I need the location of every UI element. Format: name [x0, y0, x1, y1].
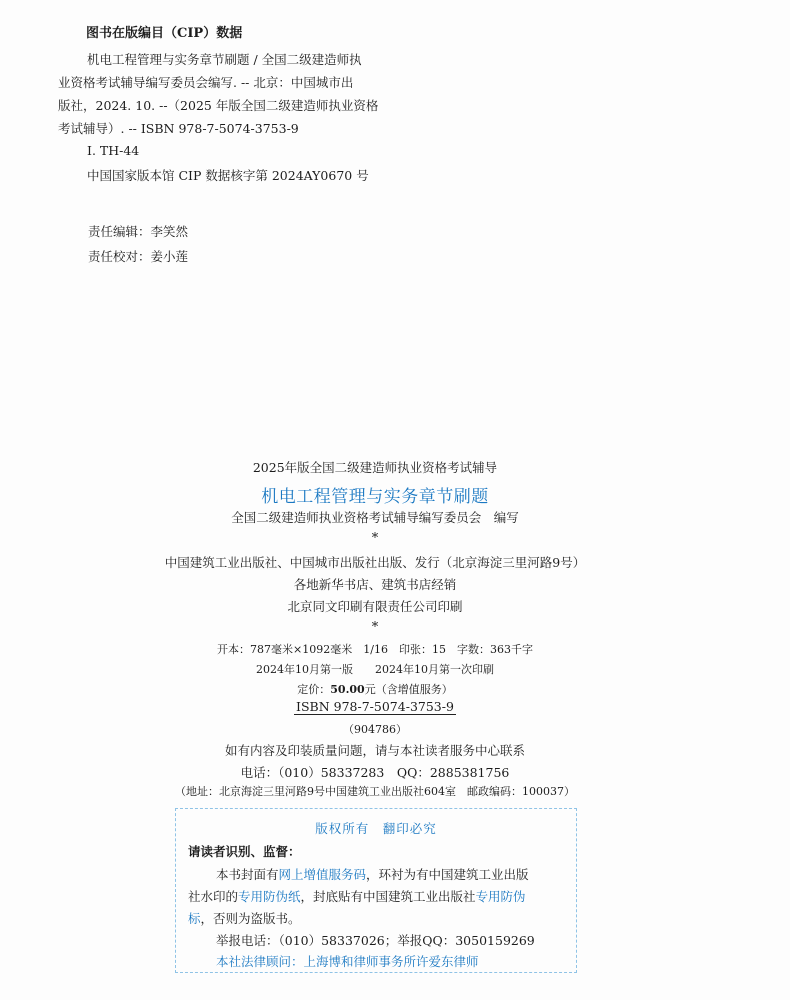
notice-text: ，封底贴有中国建筑工业出版社: [300, 889, 476, 904]
book-title: 机电工程管理与实务章节刷题: [261, 487, 489, 507]
notice-line-1: [216, 865, 529, 883]
format-line: 开本：787毫米×1092毫米 1/16 印张：15 字数：363千字: [217, 643, 533, 656]
cip-line: 业资格考试辅导编写委员会编写. -- 北京：中国城市出: [58, 75, 354, 90]
author-line: 全国二级建造师执业资格考试辅导编写委员会 编写: [231, 510, 519, 525]
separator-star: *: [371, 620, 379, 635]
responsible-proofreader: 责任校对：姜小莲: [88, 249, 189, 264]
notice-heading: 请读者识别、监督：: [188, 844, 301, 859]
anti-piracy-notice: [175, 808, 577, 973]
price-line: [100, 681, 650, 697]
book-code: （904786）: [343, 723, 407, 736]
phone-line: 电话：（010）58337283 QQ：2885381756: [240, 765, 510, 780]
anti-fake-label-highlight: 标: [188, 911, 201, 926]
notice-text: ，环衬为有中国建筑工业出版: [366, 867, 529, 882]
notice-line-2: [188, 887, 526, 905]
notice-text: 社水印的: [188, 889, 239, 904]
responsible-editor: 责任编辑：李笑然: [88, 224, 189, 239]
address-line: （地址：北京海淀三里河路9号中国建筑工业出版社604室 邮政编码：100037）: [175, 785, 575, 798]
price-suffix: 元（含增值服务）: [364, 683, 453, 696]
notice-line-3: [188, 909, 301, 927]
notice-text: ，否则为盗版书。: [200, 911, 301, 926]
anti-fake-paper-highlight: 专用防伪纸: [238, 889, 301, 904]
copyright-title: 版权所有 翻印必究: [315, 821, 437, 836]
contact-line: 如有内容及印装质量问题，请与本社读者服务中心联系: [224, 743, 525, 758]
distributor-line: 各地新华书店、建筑书店经销: [293, 577, 457, 592]
separator-star: *: [371, 531, 379, 546]
cip-line: Ⅰ. TH-44: [87, 143, 140, 158]
edition-line: 2024年10月第一版 2024年10月第一次印刷: [256, 663, 494, 676]
price-label: 定价：: [297, 683, 331, 696]
report-line: 举报电话：（010）58337026；举报QQ：3050159269: [216, 933, 535, 948]
legal-advisor: 本社法律顾问：上海博和律师事务所许爱东律师: [216, 954, 479, 969]
cip-line: 版社，2024. 10. --（2025 年版全国二级建造师执业资格: [58, 98, 379, 113]
price-value: 50.00: [330, 683, 365, 696]
printer-line: 北京同文印刷有限责任公司印刷: [287, 599, 463, 614]
cip-line: 机电工程管理与实务章节刷题 / 全国二级建造师执: [87, 52, 362, 67]
isbn: ISBN 978-7-5074-3753-9: [296, 699, 454, 714]
cip-line: 考试辅导）. -- ISBN 978-7-5074-3753-9: [58, 121, 299, 136]
cip-line: 中国国家版本馆 CIP 数据核字第 2024AY0670 号: [87, 168, 369, 183]
service-code-highlight: 网上增值服务码: [278, 867, 367, 882]
publisher-line: 中国建筑工业出版社、中国城市出版社出版、发行（北京海淀三里河路9号）: [164, 555, 586, 570]
notice-text: 本书封面有: [216, 867, 279, 882]
series-name: 2025年版全国二级建造师执业资格考试辅导: [252, 460, 498, 475]
isbn-line: [100, 699, 650, 715]
cip-title: 图书在版编目（CIP）数据: [86, 26, 243, 41]
anti-fake-label-highlight: 专用防伪: [475, 889, 526, 904]
